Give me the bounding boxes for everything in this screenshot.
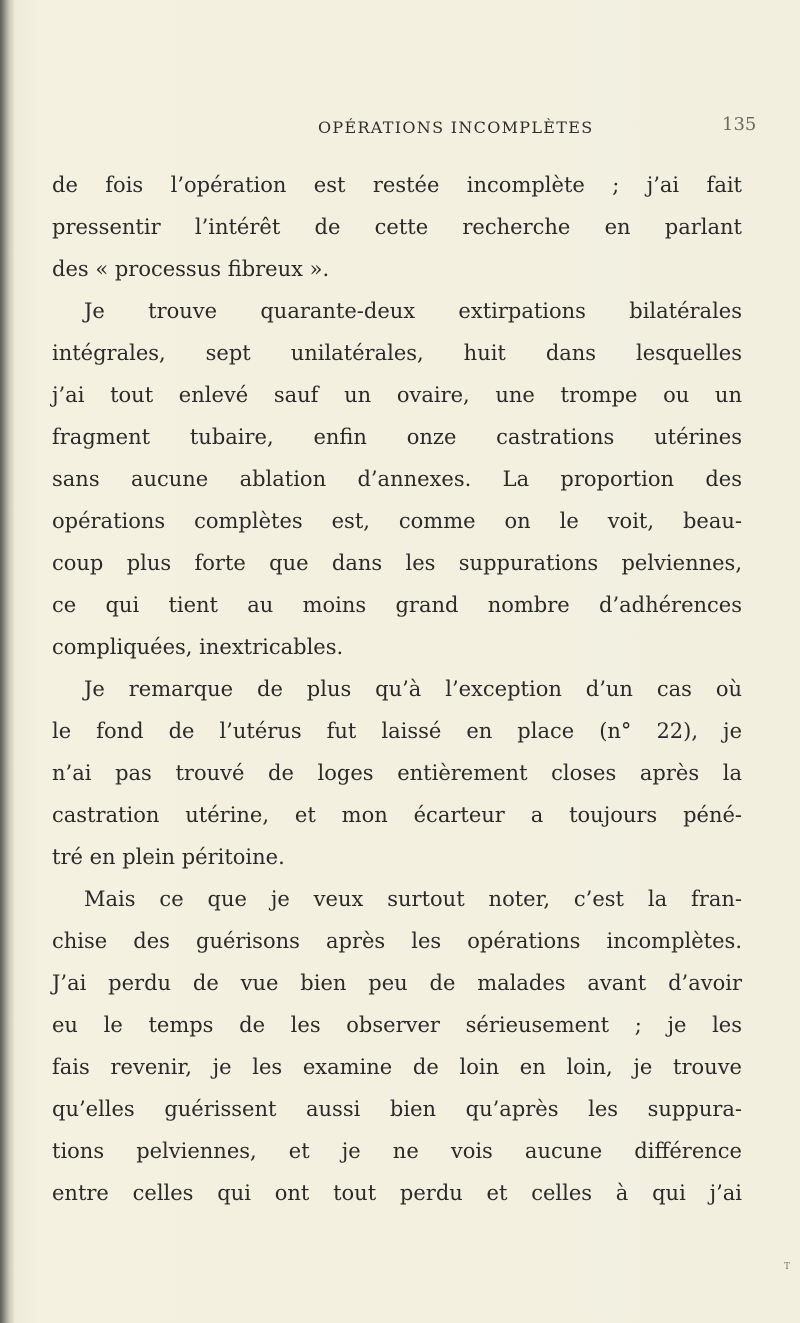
text-line: eu le temps de les observer sérieusement ; je les <box>52 1013 742 1037</box>
text-line: des « processus fibreux ». <box>52 257 330 281</box>
text-line: Je remarque de plus qu’à l’exception d’un cas où <box>84 677 742 701</box>
text-line: qu’elles guérissent aussi bien qu’après les suppura- <box>52 1097 742 1121</box>
text-line: Mais ce que je veux surtout noter, c’est la fran- <box>84 887 742 911</box>
text-line: sans aucune ablation d’annexes. La proportion des <box>52 467 742 491</box>
text-line: j’ai tout enlevé sauf un ovaire, une trompe ou un <box>52 383 742 407</box>
text-line: tré en plein péritoine. <box>52 845 285 869</box>
text-line: compliquées, inextricables. <box>52 635 344 659</box>
binding-edge <box>0 0 14 1323</box>
text-line: Je trouve quarante-deux extirpations bilatérales <box>84 299 742 323</box>
text-line: castration utérine, et mon écarteur a toujours péné- <box>52 803 742 827</box>
text-line: chise des guérisons après les opérations incomplètes. <box>52 929 742 953</box>
text-line: le fond de l’utérus fut laissé en place (n° 22), je <box>52 719 742 743</box>
text-line: coup plus forte que dans les suppurations pelviennes, <box>52 551 742 575</box>
text-line: J’ai perdu de vue bien peu de malades avant d’avoir <box>52 971 742 995</box>
body-text <box>52 164 742 1214</box>
text-line: intégrales, sept unilatérales, huit dans lesquelles <box>52 341 742 365</box>
text-line: opérations complètes est, comme on le voit, beau- <box>52 509 742 533</box>
corner-mark: T <box>784 1262 791 1272</box>
text-line: pressentir l’intérêt de cette recherche en parlant <box>52 215 742 239</box>
text-line: entre celles qui ont tout perdu et celles à qui j’ai <box>52 1181 742 1205</box>
text-line: ce qui tient au moins grand nombre d’adhérences <box>52 593 742 617</box>
text-line: tions pelviennes, et je ne vois aucune différence <box>52 1139 742 1163</box>
page-number: 135 <box>722 114 757 135</box>
text-line: fragment tubaire, enfin onze castrations utérines <box>52 425 742 449</box>
running-title: OPÉRATIONS INCOMPLÈTES <box>318 118 594 137</box>
text-line: fais revenir, je les examine de loin en loin, je trouve <box>52 1055 742 1079</box>
text-line: n’ai pas trouvé de loges entièrement closes après la <box>52 761 742 785</box>
text-line: de fois l’opération est restée incomplète ; j’ai fait <box>52 173 742 197</box>
